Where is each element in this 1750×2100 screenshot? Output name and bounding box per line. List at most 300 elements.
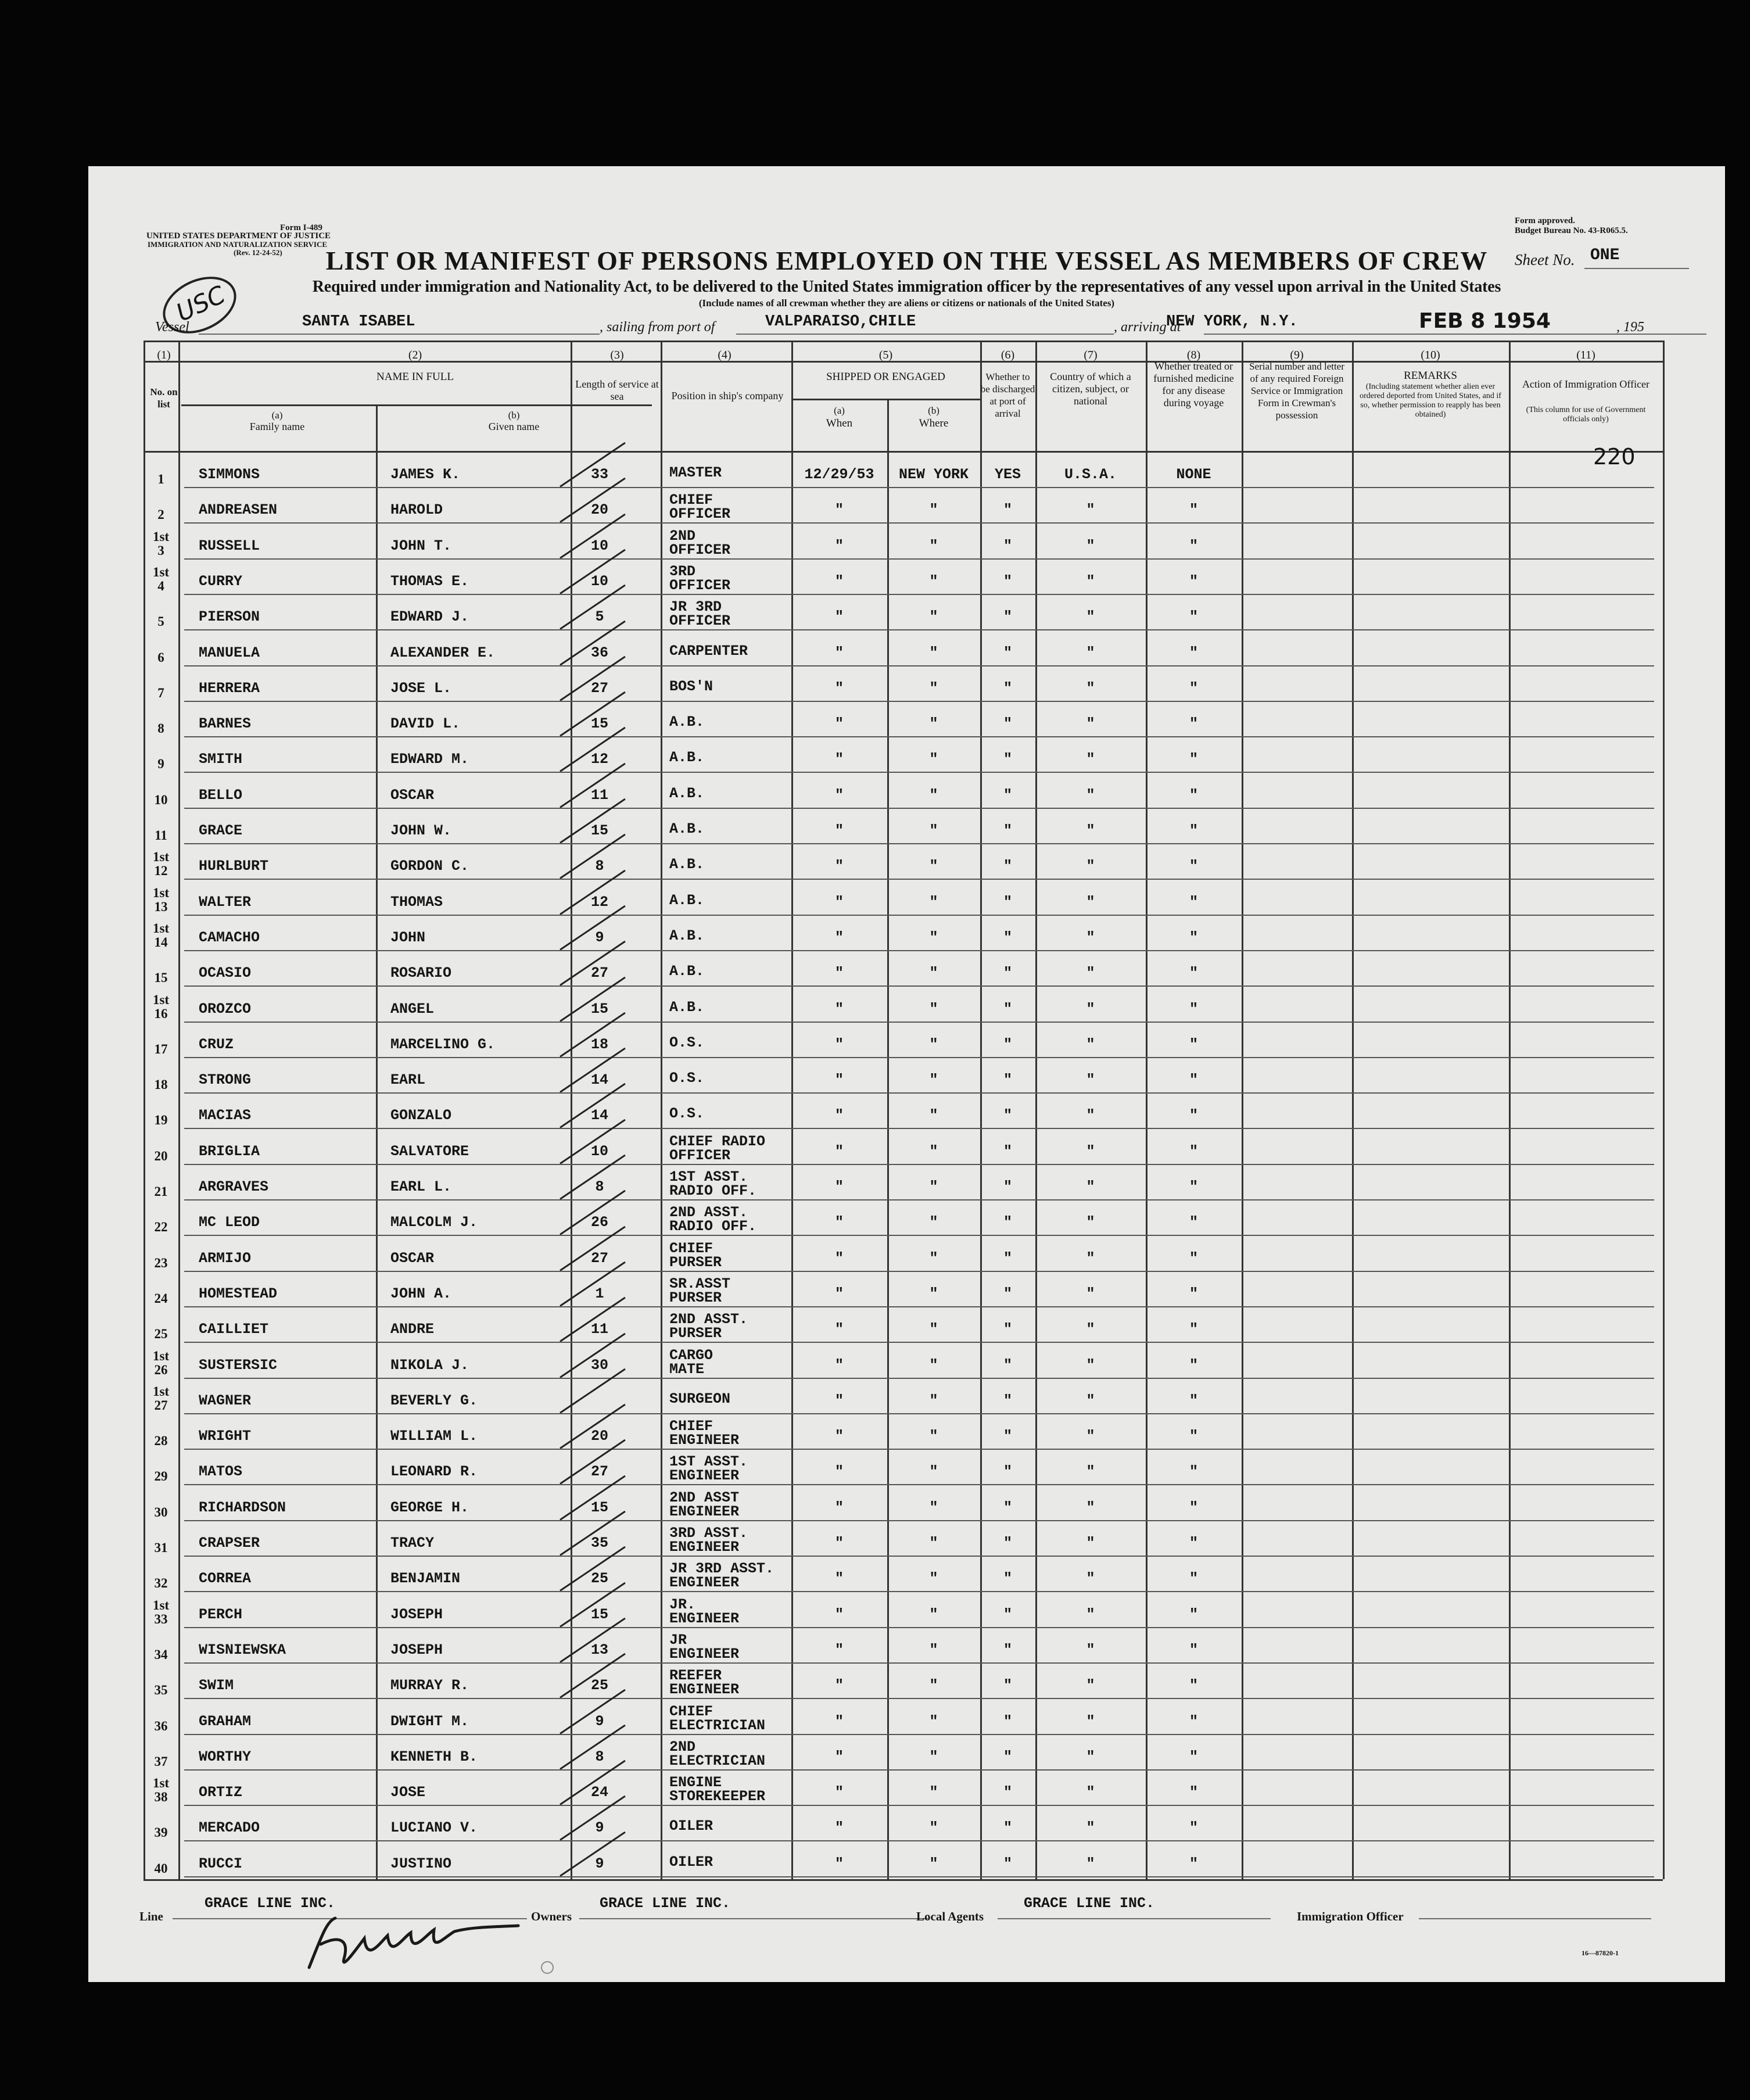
- country: ": [1086, 608, 1095, 625]
- position: 2ND: [669, 528, 696, 544]
- shipped-where: ": [929, 573, 938, 590]
- row-number: 16: [154, 1006, 168, 1021]
- arrival-date-stamp: FEB 8 1954: [1419, 309, 1551, 333]
- discharged: ": [1003, 715, 1012, 732]
- given-name: JOSE: [390, 1784, 426, 1801]
- row-first-mark: 1st: [152, 529, 170, 544]
- row-number: 29: [154, 1469, 168, 1483]
- discharged: ": [1003, 1677, 1012, 1694]
- row-rule: [184, 1378, 1654, 1379]
- shipped-when: ": [834, 1321, 844, 1338]
- shipped-when: ": [834, 1214, 844, 1231]
- discharged: ": [1003, 1642, 1012, 1658]
- position: O.S.: [669, 1070, 705, 1087]
- position: ELECTRICIAN: [669, 1753, 766, 1769]
- table-bottom-rule: [144, 1879, 1663, 1881]
- row-rule: [184, 915, 1654, 916]
- col-position: Position in ship's company: [671, 390, 784, 402]
- column-rule: [1242, 341, 1243, 1879]
- col-given-letter: (b): [508, 410, 520, 421]
- position: A.B.: [669, 999, 705, 1016]
- discharged: ": [1003, 1463, 1012, 1480]
- row-number: 36: [154, 1719, 168, 1733]
- treated: ": [1189, 1392, 1198, 1409]
- family-name: HERRERA: [199, 680, 260, 697]
- shipped-where: ": [929, 1392, 938, 1409]
- country: ": [1086, 1677, 1095, 1694]
- col-family-letter: (a): [271, 410, 283, 421]
- family-name: ARGRAVES: [199, 1178, 269, 1195]
- family-name: MACIAS: [199, 1107, 252, 1124]
- officer-label: Immigration Officer: [1297, 1909, 1404, 1923]
- row-number: 3: [157, 543, 164, 558]
- shipped-when: ": [834, 965, 844, 981]
- family-name: SMITH: [199, 751, 243, 768]
- shipped-where: ": [929, 1570, 938, 1587]
- row-rule: [184, 1662, 1654, 1664]
- family-name: MERCADO: [199, 1819, 260, 1836]
- row-rule: [184, 1342, 1654, 1343]
- family-name: WORTHY: [199, 1748, 252, 1765]
- country: ": [1086, 751, 1095, 768]
- country: ": [1086, 501, 1095, 518]
- col-num-9: (9): [1290, 349, 1304, 361]
- given-name: EDWARD M.: [390, 751, 469, 768]
- discharged: ": [1003, 1855, 1012, 1872]
- shipped-when: ": [834, 1677, 844, 1694]
- country: ": [1086, 1250, 1095, 1267]
- row-number: 22: [154, 1220, 168, 1234]
- discharged: ": [1003, 894, 1012, 911]
- col-num-3: (3): [610, 349, 624, 361]
- shipped-where: ": [929, 537, 938, 554]
- shipped-when: ": [834, 1285, 844, 1302]
- treated: ": [1189, 501, 1198, 518]
- family-name: BARNES: [199, 715, 252, 732]
- family-name: RICHARDSON: [199, 1499, 286, 1516]
- row-first-mark: 1st: [152, 886, 170, 900]
- row-number: 15: [154, 970, 168, 985]
- row-number: 39: [154, 1825, 168, 1840]
- service-length: 5: [595, 608, 604, 625]
- shipped-where: ": [929, 787, 938, 804]
- position: ENGINEER: [669, 1574, 740, 1591]
- row-number: 17: [154, 1042, 168, 1056]
- country: ": [1086, 680, 1095, 697]
- vessel-name: SANTA ISABEL: [302, 313, 415, 331]
- shipped-where: ": [929, 1606, 938, 1623]
- family-name: CORREA: [199, 1570, 252, 1587]
- country: ": [1086, 1143, 1095, 1160]
- shipped-when: ": [834, 1642, 844, 1658]
- discharged: ": [1003, 1784, 1012, 1801]
- agents-rule: [998, 1918, 1271, 1919]
- discharged: ": [1003, 1499, 1012, 1516]
- country: ": [1086, 1499, 1095, 1516]
- col-num-11: (11): [1576, 349, 1595, 361]
- shipped-where: ": [929, 1428, 938, 1445]
- position: A.B.: [669, 820, 705, 837]
- row-rule: [184, 1556, 1654, 1557]
- country: ": [1086, 1036, 1095, 1053]
- given-name: EARL L.: [390, 1178, 452, 1195]
- service-length: 36: [590, 644, 608, 661]
- position: OFFICER: [669, 1147, 731, 1164]
- row-number: 7: [157, 686, 164, 700]
- service-length: 11: [590, 787, 608, 804]
- shipped-where: ": [929, 715, 938, 732]
- country: ": [1086, 1642, 1095, 1658]
- given-name: MURRAY R.: [390, 1677, 469, 1694]
- shipped-when: ": [834, 1143, 844, 1160]
- position: A.B.: [669, 927, 705, 944]
- discharged: ": [1003, 1570, 1012, 1587]
- family-name: ORTIZ: [199, 1784, 243, 1801]
- given-name: EARL: [390, 1071, 426, 1088]
- family-name: OCASIO: [199, 965, 252, 981]
- family-name: STRONG: [199, 1071, 252, 1088]
- position: CHIEF: [669, 1703, 713, 1720]
- discharged: ": [1003, 1606, 1012, 1623]
- shipped-where: NEW YORK: [898, 466, 969, 483]
- discharged: ": [1003, 1071, 1012, 1088]
- discharged: ": [1003, 1713, 1012, 1730]
- country: ": [1086, 537, 1095, 554]
- row-number: 26: [154, 1363, 168, 1377]
- col-num-2: (2): [408, 349, 422, 361]
- column-rule: [1352, 341, 1354, 1879]
- shipped-when: ": [834, 1784, 844, 1801]
- treated: ": [1189, 1071, 1198, 1088]
- row-rule: [184, 629, 1654, 630]
- given-name: EDWARD J.: [390, 608, 469, 625]
- row-rule: [184, 950, 1654, 951]
- position: 1ST ASST.: [669, 1169, 748, 1185]
- row-number: 5: [157, 614, 164, 629]
- row-rule: [184, 736, 1654, 737]
- position: OFFICER: [669, 542, 731, 558]
- family-name: CRUZ: [199, 1036, 234, 1053]
- family-name: BRIGLIA: [199, 1143, 260, 1160]
- position: 1ST ASST.: [669, 1453, 748, 1470]
- discharged: ": [1003, 644, 1012, 661]
- arriving-label: , arriving at: [1114, 320, 1181, 335]
- treated: ": [1189, 894, 1198, 911]
- shipped-where: ": [929, 1713, 938, 1730]
- service-length: 15: [590, 1499, 608, 1516]
- shipped-where: ": [929, 608, 938, 625]
- row-rule: [184, 1769, 1654, 1771]
- family-name: MANUELA: [199, 644, 260, 661]
- service-length: 8: [595, 1748, 604, 1765]
- discharged: ": [1003, 1107, 1012, 1124]
- service-length: 10: [590, 537, 608, 554]
- row-number: 21: [154, 1184, 168, 1199]
- shipped-when: ": [834, 1499, 844, 1516]
- shipped-when: ": [834, 822, 844, 839]
- col-where-letter: (b): [928, 405, 939, 416]
- position: REEFER: [669, 1667, 722, 1684]
- row-rule: [184, 1306, 1654, 1307]
- given-name: TRACY: [390, 1535, 435, 1551]
- shipped-where: ": [929, 822, 938, 839]
- position: CHIEF: [669, 1240, 713, 1257]
- position: 2ND: [669, 1739, 696, 1755]
- shipped-where: ": [929, 1677, 938, 1694]
- given-name: DAVID L.: [390, 715, 461, 732]
- row-number: 14: [154, 935, 168, 949]
- line-label: Line: [139, 1909, 163, 1923]
- row-rule: [184, 772, 1654, 773]
- country: ": [1086, 1214, 1095, 1231]
- family-name: HURLBURT: [199, 858, 269, 875]
- position: JR: [669, 1632, 687, 1649]
- treated: ": [1189, 1001, 1198, 1017]
- shipped-when: ": [834, 858, 844, 875]
- row-rule: [184, 558, 1654, 560]
- country: ": [1086, 929, 1095, 946]
- position: PURSER: [669, 1325, 722, 1342]
- row-number: 9: [157, 757, 164, 771]
- shipped-when: ": [834, 1107, 844, 1124]
- shipped-when: ": [834, 680, 844, 697]
- discharged: ": [1003, 680, 1012, 697]
- position: SR.ASST: [669, 1275, 731, 1292]
- signature: [286, 1904, 576, 1979]
- shipped-when: ": [834, 1428, 844, 1445]
- family-name: RUSSELL: [199, 537, 260, 554]
- col-serial: Serial number and letter of any required Foreign Service or Immigration Form in Crewman's possession: [1249, 361, 1344, 421]
- shipped-when: ": [834, 1535, 844, 1551]
- position: PURSER: [669, 1289, 722, 1306]
- row-number: 31: [154, 1540, 168, 1555]
- treated: ": [1189, 1214, 1198, 1231]
- row-number: 27: [154, 1398, 168, 1413]
- name-sub-rule: [181, 404, 652, 406]
- discharged: YES: [994, 466, 1021, 483]
- service-length: 30: [590, 1357, 608, 1374]
- treated: ": [1189, 1855, 1198, 1872]
- treated: ": [1189, 1143, 1198, 1160]
- position: A.B.: [669, 714, 705, 730]
- country: ": [1086, 1535, 1095, 1551]
- date-rule: [1410, 334, 1706, 335]
- position: A.B.: [669, 963, 705, 980]
- row-number: 34: [154, 1647, 168, 1662]
- given-name: JOSE L.: [390, 680, 452, 697]
- row-number: 2: [157, 507, 164, 522]
- family-name: ANDREASEN: [199, 501, 278, 518]
- row-number: 33: [154, 1612, 168, 1626]
- country: ": [1086, 644, 1095, 661]
- row-rule: [184, 1805, 1654, 1806]
- treated: ": [1189, 1107, 1198, 1124]
- given-name: GONZALO: [390, 1107, 452, 1124]
- treated: ": [1189, 1713, 1198, 1730]
- service-length: 25: [590, 1570, 608, 1587]
- position: 2ND ASST: [669, 1489, 740, 1506]
- row-rule: [184, 1520, 1654, 1521]
- row-rule: [184, 1022, 1654, 1023]
- family-name: GRAHAM: [199, 1713, 252, 1730]
- service-length: 18: [590, 1036, 608, 1053]
- row-number: 13: [154, 900, 168, 914]
- family-name: OROZCO: [199, 1001, 252, 1017]
- position: OFFICER: [669, 506, 731, 522]
- row-rule: [184, 986, 1654, 987]
- treated: ": [1189, 1570, 1198, 1587]
- shipped-when: ": [834, 1748, 844, 1765]
- treated: ": [1189, 1036, 1198, 1053]
- discharged: ": [1003, 929, 1012, 946]
- discharged: ": [1003, 1357, 1012, 1374]
- owners-value: GRACE LINE INC.: [600, 1895, 731, 1912]
- country: ": [1086, 965, 1095, 981]
- shipped-where: ": [929, 1855, 938, 1872]
- row-first-mark: 1st: [152, 1598, 170, 1612]
- row-rule: [184, 594, 1654, 595]
- given-name: WILLIAM L.: [390, 1428, 478, 1445]
- discharged: ": [1003, 787, 1012, 804]
- position: OILER: [669, 1818, 713, 1834]
- treated: ": [1189, 573, 1198, 590]
- service-length: 27: [590, 965, 608, 981]
- col-num-7: (7): [1084, 349, 1098, 361]
- discharged: ": [1003, 1036, 1012, 1053]
- officer-rule: [1419, 1918, 1651, 1919]
- shipped-where: ": [929, 1463, 938, 1480]
- family-name: PIERSON: [199, 608, 260, 625]
- service-length: 33: [590, 466, 608, 483]
- form-revision: (Rev. 12-24-52): [234, 248, 282, 257]
- service-length: 8: [595, 1178, 604, 1195]
- family-name: BELLO: [199, 787, 243, 804]
- treated: ": [1189, 1606, 1198, 1623]
- manifest-sheet: [88, 166, 1725, 1982]
- shipped-when: ": [834, 1250, 844, 1267]
- shipped-when: ": [834, 751, 844, 768]
- row-number: 11: [155, 828, 167, 843]
- service-length: 20: [590, 1428, 608, 1445]
- country: ": [1086, 1748, 1095, 1765]
- position: CHIEF: [669, 1418, 713, 1435]
- action-value: 220: [1593, 444, 1636, 470]
- discharged: ": [1003, 1143, 1012, 1160]
- column-rule: [376, 404, 378, 1879]
- country: ": [1086, 1606, 1095, 1623]
- country: ": [1086, 1178, 1095, 1195]
- country: ": [1086, 787, 1095, 804]
- col-remarks-note: (Including statement whether alien ever ordered deported from United States, and if so, whether permission to reapply has been obtained): [1360, 382, 1501, 419]
- country: ": [1086, 1001, 1095, 1017]
- row-rule: [184, 1734, 1654, 1735]
- row-rule: [184, 1164, 1654, 1165]
- column-rule: [1663, 341, 1665, 1879]
- service-length: 1: [595, 1285, 604, 1302]
- service-length: 9: [595, 1713, 604, 1730]
- treated: ": [1189, 1819, 1198, 1836]
- family-name: SUSTERSIC: [199, 1357, 278, 1374]
- shipped-where: ": [929, 1036, 938, 1053]
- given-name: MALCOLM J.: [390, 1214, 478, 1231]
- row-rule: [184, 1235, 1654, 1236]
- shipped-when: ": [834, 894, 844, 911]
- country: ": [1086, 1321, 1095, 1338]
- shipped-where: ": [929, 501, 938, 518]
- position: RADIO OFF.: [669, 1218, 757, 1235]
- family-name: CRAPSER: [199, 1535, 260, 1551]
- treated: ": [1189, 537, 1198, 554]
- given-name: BEVERLY G.: [390, 1392, 478, 1409]
- shipped-where: ": [929, 965, 938, 981]
- treated: ": [1189, 1535, 1198, 1551]
- position: PURSER: [669, 1254, 722, 1271]
- given-name: OSCAR: [390, 1250, 435, 1267]
- row-rule: [184, 1627, 1654, 1628]
- row-first-mark: 1st: [152, 565, 170, 579]
- discharged: ": [1003, 1250, 1012, 1267]
- given-name: JAMES K.: [390, 466, 461, 483]
- col-name-in-full: NAME IN FULL: [376, 371, 454, 383]
- family-name: PERCH: [199, 1606, 243, 1623]
- country: ": [1086, 1107, 1095, 1124]
- country: ": [1086, 573, 1095, 590]
- position: CARPENTER: [669, 643, 748, 660]
- row-rule: [184, 1698, 1654, 1699]
- row-number: 35: [154, 1683, 168, 1697]
- treated: ": [1189, 751, 1198, 768]
- col-num-5: (5): [878, 349, 893, 361]
- treated: ": [1189, 787, 1198, 804]
- service-length: 10: [590, 1143, 608, 1160]
- given-name: SALVATORE: [390, 1143, 469, 1160]
- row-rule: [184, 1092, 1654, 1094]
- discharged: ": [1003, 1285, 1012, 1302]
- position: OFFICER: [669, 577, 731, 594]
- page-subtitle: Required under immigration and Nationality Act, to be delivered to the United States immigration officer by the representatives of any vessel upon arrival in the United States: [312, 278, 1501, 296]
- shipped-where: ": [929, 1001, 938, 1017]
- position: ENGINEER: [669, 1467, 740, 1484]
- service-length: 15: [590, 1606, 608, 1623]
- col-num-8: (8): [1186, 349, 1201, 361]
- given-name: ROSARIO: [390, 965, 452, 981]
- treated: ": [1189, 1748, 1198, 1765]
- position: ENGINEER: [669, 1646, 740, 1662]
- treated: ": [1189, 1428, 1198, 1445]
- given-name: JOHN A.: [390, 1285, 452, 1302]
- country: ": [1086, 1855, 1095, 1872]
- row-number: 10: [154, 793, 168, 807]
- shipped-when: ": [834, 715, 844, 732]
- shipped-where: ": [929, 1357, 938, 1374]
- service-length: 14: [590, 1071, 608, 1088]
- position: A.B.: [669, 856, 705, 873]
- service-length: 8: [595, 858, 604, 875]
- row-first-mark: 1st: [152, 850, 170, 864]
- shipped-where: ": [929, 1535, 938, 1551]
- service-length: 27: [590, 1250, 608, 1267]
- position: A.B.: [669, 749, 705, 766]
- shipped-where: ": [929, 1321, 938, 1338]
- col-where: Where: [919, 417, 949, 429]
- treated: ": [1189, 1784, 1198, 1801]
- family-name: WAGNER: [199, 1392, 252, 1409]
- position: A.B.: [669, 785, 705, 802]
- country: ": [1086, 1713, 1095, 1730]
- row-first-mark: 1st: [152, 1776, 170, 1790]
- service-length: 20: [590, 501, 608, 518]
- position: A.B.: [669, 892, 705, 909]
